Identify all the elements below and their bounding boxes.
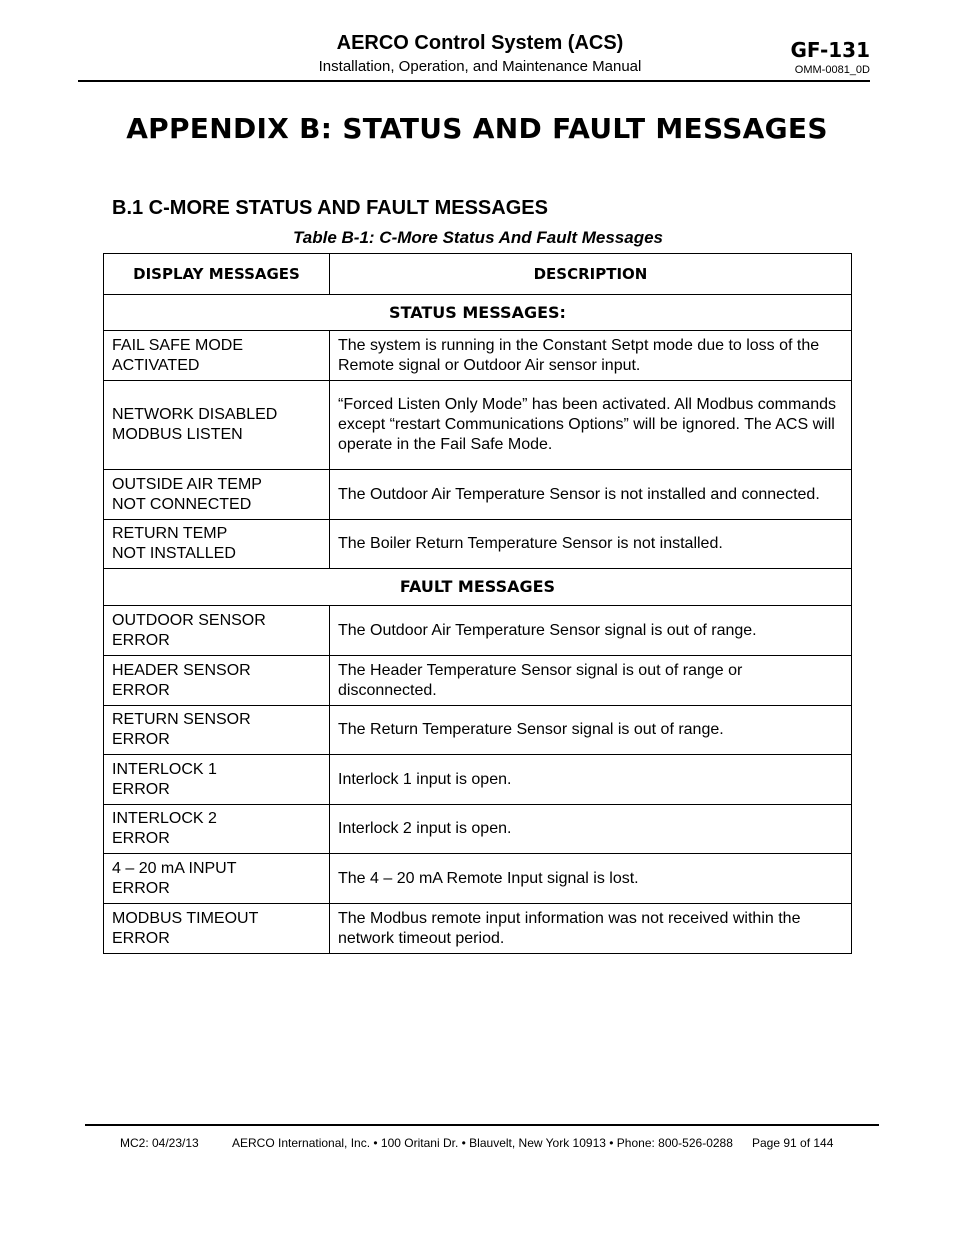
footer-divider: [85, 1124, 879, 1126]
table-body: [104, 295, 852, 954]
table-row: [104, 381, 852, 470]
description-cell: [330, 381, 852, 470]
display-message-cell-line: INTERLOCK 1: [112, 760, 217, 778]
description-cell-line: “Forced Listen Only Mode” has been activated. All Modbus commands: [338, 396, 837, 413]
display-message-cell-line: NOT CONNECTED: [112, 495, 252, 513]
display-message-cell: [104, 470, 330, 520]
display-message-cell: [104, 606, 330, 656]
document-number: OMM-0081_0D: [794, 64, 870, 76]
display-message-cell-line: RETURN SENSOR: [112, 711, 251, 728]
description-cell-line: The Header Temperature Sensor signal is out of range or disconnected.: [338, 661, 743, 699]
display-message-cell-line: ERROR: [112, 879, 170, 897]
display-message-cell-line: OUTSIDE AIR TEMP: [112, 475, 262, 493]
status-messages-heading: STATUS MESSAGES:: [104, 295, 852, 331]
display-message-cell-line: ACTIVATED: [112, 356, 200, 374]
display-message-cell-line: ERROR: [112, 731, 170, 748]
description-cell: [330, 656, 852, 706]
description-cell-line: The 4 – 20 mA Remote Input signal is lost.: [338, 869, 639, 887]
description-cell: [330, 331, 852, 381]
description-cell-line: except “restart Communications Options” will be ignored. The ACS will operate in the Fail Safe Mode.: [338, 416, 835, 453]
description-cell-line: The Modbus remote input information was not received within the network timeout period.: [338, 909, 801, 947]
display-message-cell-line: 4 – 20 mA INPUT: [112, 859, 237, 877]
description-cell-line: Interlock 1 input is open.: [338, 770, 512, 788]
fault-messages-heading: FAULT MESSAGES: [104, 569, 852, 606]
footer-page: Page 91 of 144: [752, 1136, 834, 1150]
manual-title: AERCO Control System (ACS): [336, 32, 624, 54]
description-cell: [330, 706, 852, 755]
display-message-cell-line: NOT INSTALLED: [112, 545, 236, 562]
description-cell-line: The Outdoor Air Temperature Sensor signal is out of range.: [338, 621, 757, 639]
manual-subtitle: Installation, Operation, and Maintenance Manual: [318, 58, 642, 75]
description-cell-line: The Return Temperature Sensor signal is out of range.: [338, 721, 724, 738]
table-row: [104, 470, 852, 520]
table-row: [104, 331, 852, 381]
display-message-cell: [104, 755, 330, 805]
description-cell-line: Interlock 2 input is open.: [338, 820, 512, 837]
description-cell-line: The system is running in the Constant Setpt mode due to loss of the Remote signal or Outdoor Air sensor input.: [338, 336, 820, 374]
table-row: [104, 854, 852, 904]
display-message-cell-line: MODBUS TIMEOUT: [112, 909, 259, 927]
manual-code: GF-131: [790, 38, 870, 62]
description-cell: [330, 854, 852, 904]
appendix-title: APPENDIX B: STATUS AND FAULT MESSAGES: [126, 112, 828, 145]
display-message-cell-line: INTERLOCK 2: [112, 810, 217, 827]
footer-company: AERCO International, Inc. • 100 Oritani Dr. • Blauvelt, New York 10913 • Phone: 800-526-0288: [232, 1136, 733, 1150]
table-row: [104, 805, 852, 854]
display-message-cell: [104, 331, 330, 381]
description-cell: [330, 520, 852, 569]
display-message-cell: [104, 381, 330, 470]
description-cell-line: The Boiler Return Temperature Sensor is not installed.: [338, 535, 723, 552]
display-message-cell-line: ERROR: [112, 929, 170, 947]
header-divider: [78, 80, 870, 82]
display-message-cell: [104, 904, 330, 954]
display-message-cell-line: MODBUS LISTEN: [112, 426, 243, 443]
table-row: [104, 606, 852, 656]
display-message-cell-line: ERROR: [112, 631, 170, 649]
status-messages-heading-row: [104, 295, 852, 331]
display-message-cell-line: ERROR: [112, 780, 170, 798]
description-cell: [330, 904, 852, 954]
display-message-cell: [104, 706, 330, 755]
display-message-cell-line: NETWORK DISABLED: [112, 406, 278, 423]
table-row: [104, 520, 852, 569]
section-title: B.1 C-MORE STATUS AND FAULT MESSAGES: [112, 197, 548, 219]
table-header-row: [104, 254, 852, 295]
description-cell: [330, 470, 852, 520]
display-message-cell: [104, 656, 330, 706]
description-cell: [330, 755, 852, 805]
display-message-cell: [104, 805, 330, 854]
column-header-display: DISPLAY MESSAGES: [104, 254, 330, 295]
display-message-cell-line: FAIL SAFE MODE: [112, 336, 243, 354]
display-message-cell-line: RETURN TEMP: [112, 525, 228, 542]
footer-revision: MC2: 04/23/13: [120, 1136, 199, 1150]
display-message-cell: [104, 520, 330, 569]
messages-table: [103, 253, 852, 954]
display-message-cell-line: ERROR: [112, 681, 170, 699]
column-header-description: DESCRIPTION: [330, 254, 852, 295]
description-cell: [330, 606, 852, 656]
display-message-cell-line: HEADER SENSOR: [112, 661, 251, 679]
description-cell: [330, 805, 852, 854]
table-row: [104, 706, 852, 755]
table-row: [104, 904, 852, 954]
page-header: [78, 30, 870, 82]
description-cell-line: The Outdoor Air Temperature Sensor is not installed and connected.: [338, 485, 820, 503]
fault-messages-heading-row: [104, 569, 852, 606]
display-message-cell-line: ERROR: [112, 830, 170, 847]
display-message-cell-line: OUTDOOR SENSOR: [112, 611, 266, 629]
display-message-cell: [104, 854, 330, 904]
table-caption: Table B-1: C-More Status And Fault Messages: [293, 228, 663, 247]
table-row: [104, 656, 852, 706]
table-row: [104, 755, 852, 805]
